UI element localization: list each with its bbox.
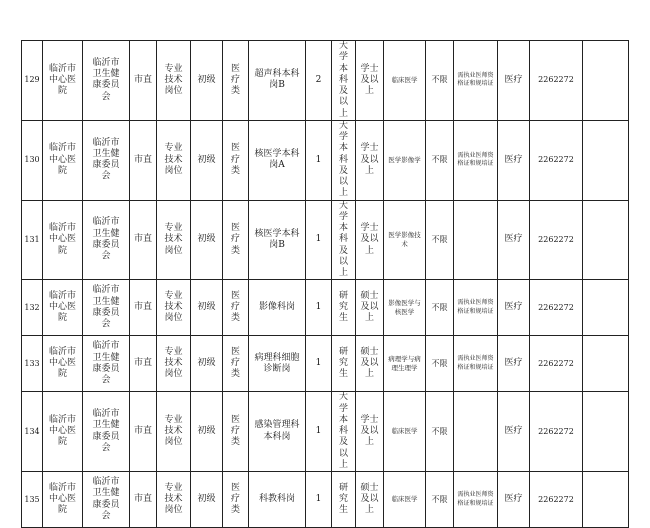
- cell-level: 市直: [130, 200, 157, 280]
- cell-exam-type: 医疗: [498, 472, 530, 528]
- cell-post-grade: 初级: [191, 120, 223, 200]
- cell-remarks: [583, 120, 629, 200]
- table-row: [22, 336, 629, 392]
- cell-age: 不限: [426, 336, 454, 392]
- cell-post-category: 医疗类: [223, 200, 249, 280]
- cell-exam-type: 医疗: [498, 200, 530, 280]
- cell-post-name: 感染管理科本科岗: [249, 392, 306, 472]
- cell-employer: 临沂市中心医院: [43, 472, 83, 528]
- cell-post-grade: 初级: [191, 392, 223, 472]
- cell-post-type: 专业技术岗位: [157, 120, 191, 200]
- cell-other-requirements: 需执业医师资格证和规培证: [454, 41, 498, 121]
- cell-post-type: 专业技术岗位: [157, 200, 191, 280]
- cell-degree: 硕士及以上: [356, 472, 384, 528]
- cell-degree: 硕士及以上: [356, 280, 384, 336]
- cell-exam-type: 医疗: [498, 336, 530, 392]
- cell-post-name: 核医学本科岗B: [249, 200, 306, 280]
- table-row: [22, 280, 629, 336]
- cell-phone: 2262272: [530, 41, 583, 121]
- cell-post-grade: 初级: [191, 280, 223, 336]
- table-row: [22, 200, 629, 280]
- cell-other-requirements: 需执业医师资格证和规培证: [454, 280, 498, 336]
- cell-supervising-dept: 临沂市卫生健康委员会: [83, 336, 130, 392]
- cell-post-name: 超声科本科岗B: [249, 41, 306, 121]
- cell-supervising-dept: 临沂市卫生健康委员会: [83, 392, 130, 472]
- cell-employer: 临沂市中心医院: [43, 120, 83, 200]
- cell-age: 不限: [426, 41, 454, 121]
- cell-post-type: 专业技术岗位: [157, 472, 191, 528]
- cell-degree: 学士及以上: [356, 41, 384, 121]
- cell-hiring-count: 1: [306, 392, 332, 472]
- cell-post-grade: 初级: [191, 41, 223, 121]
- cell-post-name: 科教科岗: [249, 472, 306, 528]
- cell-education: 研究生: [332, 280, 356, 336]
- cell-education: 研究生: [332, 336, 356, 392]
- cell-phone: 2262272: [530, 200, 583, 280]
- cell-remarks: [583, 280, 629, 336]
- cell-education: 大学本科及以上: [332, 200, 356, 280]
- cell-supervising-dept: 临沂市卫生健康委员会: [83, 280, 130, 336]
- cell-post-type: 专业技术岗位: [157, 280, 191, 336]
- cell-remarks: [583, 472, 629, 528]
- cell-phone: 2262272: [530, 392, 583, 472]
- cell-post-name: 病理科细胞诊断岗: [249, 336, 306, 392]
- cell-level: 市直: [130, 472, 157, 528]
- cell-level: 市直: [130, 336, 157, 392]
- cell-serial-number: 131: [22, 200, 43, 280]
- cell-age: 不限: [426, 472, 454, 528]
- cell-degree: 学士及以上: [356, 120, 384, 200]
- cell-post-grade: 初级: [191, 472, 223, 528]
- cell-other-requirements: 需执业医师资格证和规培证: [454, 120, 498, 200]
- cell-phone: 2262272: [530, 280, 583, 336]
- cell-exam-type: 医疗: [498, 280, 530, 336]
- table-row: [22, 392, 629, 472]
- cell-post-grade: 初级: [191, 336, 223, 392]
- cell-age: 不限: [426, 200, 454, 280]
- cell-education: 大学本科及以上: [332, 120, 356, 200]
- cell-post-type: 专业技术岗位: [157, 336, 191, 392]
- cell-major: 影像医学与核医学: [384, 280, 426, 336]
- cell-level: 市直: [130, 392, 157, 472]
- cell-age: 不限: [426, 120, 454, 200]
- cell-major: 临床医学: [384, 41, 426, 121]
- cell-degree: 硕士及以上: [356, 336, 384, 392]
- cell-other-requirements: 需执业医师资格证和规培证: [454, 472, 498, 528]
- cell-post-category: 医疗类: [223, 120, 249, 200]
- table-row: [22, 41, 629, 121]
- cell-post-name: 影像科岗: [249, 280, 306, 336]
- cell-post-category: 医疗类: [223, 336, 249, 392]
- cell-level: 市直: [130, 120, 157, 200]
- cell-major: 病理学与病理生理学: [384, 336, 426, 392]
- cell-age: 不限: [426, 392, 454, 472]
- cell-post-grade: 初级: [191, 200, 223, 280]
- cell-major: 临床医学: [384, 472, 426, 528]
- cell-phone: 2262272: [530, 472, 583, 528]
- cell-post-name: 核医学本科岗A: [249, 120, 306, 200]
- cell-employer: 临沂市中心医院: [43, 41, 83, 121]
- cell-post-category: 医疗类: [223, 41, 249, 121]
- cell-hiring-count: 2: [306, 41, 332, 121]
- cell-phone: 2262272: [530, 336, 583, 392]
- cell-serial-number: 132: [22, 280, 43, 336]
- cell-other-requirements: 需执业医师资格证和规培证: [454, 336, 498, 392]
- cell-remarks: [583, 336, 629, 392]
- table-row: [22, 120, 629, 200]
- cell-degree: 学士及以上: [356, 200, 384, 280]
- cell-hiring-count: 1: [306, 200, 332, 280]
- cell-serial-number: 134: [22, 392, 43, 472]
- cell-other-requirements: [454, 392, 498, 472]
- positions-table: [21, 40, 629, 528]
- cell-remarks: [583, 200, 629, 280]
- cell-supervising-dept: 临沂市卫生健康委员会: [83, 472, 130, 528]
- cell-supervising-dept: 临沂市卫生健康委员会: [83, 200, 130, 280]
- cell-hiring-count: 1: [306, 472, 332, 528]
- cell-remarks: [583, 41, 629, 121]
- cell-education: 大学本科及以上: [332, 41, 356, 121]
- cell-hiring-count: 1: [306, 120, 332, 200]
- cell-serial-number: 133: [22, 336, 43, 392]
- cell-hiring-count: 1: [306, 280, 332, 336]
- cell-other-requirements: [454, 200, 498, 280]
- cell-major: 医学影像学: [384, 120, 426, 200]
- cell-major: 临床医学: [384, 392, 426, 472]
- cell-supervising-dept: 临沂市卫生健康委员会: [83, 41, 130, 121]
- cell-employer: 临沂市中心医院: [43, 392, 83, 472]
- cell-level: 市直: [130, 280, 157, 336]
- cell-employer: 临沂市中心医院: [43, 280, 83, 336]
- cell-remarks: [583, 392, 629, 472]
- cell-employer: 临沂市中心医院: [43, 200, 83, 280]
- cell-supervising-dept: 临沂市卫生健康委员会: [83, 120, 130, 200]
- cell-post-category: 医疗类: [223, 392, 249, 472]
- cell-post-type: 专业技术岗位: [157, 392, 191, 472]
- cell-serial-number: 129: [22, 41, 43, 121]
- job-posting-table: [21, 40, 628, 528]
- cell-exam-type: 医疗: [498, 392, 530, 472]
- cell-hiring-count: 1: [306, 336, 332, 392]
- cell-serial-number: 130: [22, 120, 43, 200]
- cell-phone: 2262272: [530, 120, 583, 200]
- cell-post-category: 医疗类: [223, 472, 249, 528]
- table-row: [22, 472, 629, 528]
- cell-degree: 学士及以上: [356, 392, 384, 472]
- cell-major: 医学影像技术: [384, 200, 426, 280]
- cell-education: 研究生: [332, 472, 356, 528]
- cell-employer: 临沂市中心医院: [43, 336, 83, 392]
- cell-age: 不限: [426, 280, 454, 336]
- cell-level: 市直: [130, 41, 157, 121]
- cell-education: 大学本科及以上: [332, 392, 356, 472]
- cell-exam-type: 医疗: [498, 41, 530, 121]
- cell-post-type: 专业技术岗位: [157, 41, 191, 121]
- cell-serial-number: 135: [22, 472, 43, 528]
- cell-exam-type: 医疗: [498, 120, 530, 200]
- cell-post-category: 医疗类: [223, 280, 249, 336]
